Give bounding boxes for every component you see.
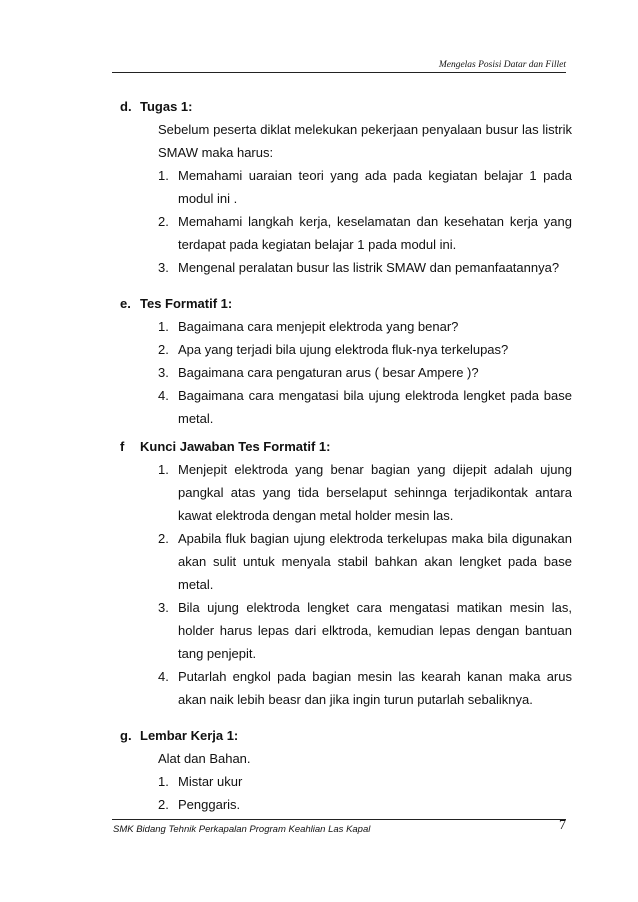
section-intro: Alat dan Bahan. — [158, 751, 251, 766]
item-number: 1. — [158, 168, 169, 183]
item-text: Apa yang terjadi bila ujung elektroda fluk-nya terkelupas? — [178, 342, 509, 357]
section-letter: f — [120, 439, 125, 454]
page-number: 7 — [559, 818, 566, 833]
list-item — [158, 338, 572, 361]
item-text: Penggaris. — [178, 797, 241, 812]
item-text: Bagaimana cara menjepit elektroda yang benar? — [178, 319, 459, 334]
section-title: Tes Formatif 1: — [140, 296, 233, 311]
list-item — [158, 770, 572, 793]
answer-list — [158, 458, 572, 711]
section-title: Kunci Jawaban Tes Formatif 1: — [140, 439, 331, 454]
item-number: 1. — [158, 319, 169, 334]
item-text: Menjepit elektroda yang benar bagian yang dijepit adalah ujung pangkal atas yang tida berselaput sehinnga terjadikontak antara kawat elektroda dengan metal holder mesin las. — [178, 462, 572, 523]
list-item — [158, 361, 572, 384]
item-text: Bagaimana cara mengatasi bila ujung elektroda lengket pada base metal. — [178, 388, 572, 426]
item-text: Memahami uaraian teori yang ada pada kegiatan belajar 1 pada modul ini . — [178, 168, 572, 206]
item-number: 3. — [158, 260, 169, 275]
section-title: Tugas 1: — [140, 99, 193, 114]
section-letter: g. — [120, 728, 132, 743]
document-body — [120, 96, 572, 830]
section-intro: Sebelum peserta diklat melekukan pekerjaan penyalaan busur las listrik SMAW maka harus: — [158, 122, 572, 160]
question-list — [158, 315, 572, 430]
list-item — [158, 527, 572, 596]
section-title: Lembar Kerja 1: — [140, 728, 239, 743]
list-item — [158, 256, 572, 279]
tool-list — [158, 770, 572, 816]
item-number: 2. — [158, 214, 169, 229]
item-text: Bila ujung elektroda lengket cara mengatasi matikan mesin las, holder harus lepas dari elktroda, kemudian lepas dengan bantuan tang penjepit. — [178, 600, 572, 661]
section-heading — [120, 96, 572, 118]
item-number: 2. — [158, 342, 169, 357]
list-item — [158, 793, 572, 816]
section-letter: d. — [120, 99, 132, 114]
item-number: 4. — [158, 669, 169, 684]
item-number: 3. — [158, 600, 169, 615]
section-heading — [120, 725, 572, 747]
item-number: 4. — [158, 388, 169, 403]
section-tes-formatif — [120, 293, 572, 430]
footer-divider — [112, 819, 566, 820]
section-lembar-kerja — [120, 725, 572, 816]
section-heading — [120, 436, 572, 458]
item-text: Mistar ukur — [178, 774, 243, 789]
task-list — [158, 164, 572, 279]
item-text: Apabila fluk bagian ujung elektroda terkelupas maka bila digunakan akan sulit untuk menyala stabil bahkan akan lengket pada base metal. — [178, 531, 572, 592]
section-letter: e. — [120, 296, 131, 311]
list-item — [158, 164, 572, 210]
item-text: Bagaimana cara pengaturan arus ( besar Ampere )? — [178, 365, 479, 380]
item-number: 2. — [158, 797, 169, 812]
footer-text: SMK Bidang Tehnik Perkapalan Program Keahlian Las Kapal — [113, 824, 371, 835]
section-kunci-jawaban — [120, 436, 572, 711]
item-number: 1. — [158, 774, 169, 789]
list-item — [158, 210, 572, 256]
list-item — [158, 458, 572, 527]
section-tugas — [120, 96, 572, 279]
header-divider — [112, 72, 566, 73]
list-item — [158, 315, 572, 338]
page-header-title: Mengelas Posisi Datar dan Fillet — [438, 60, 566, 70]
section-heading — [120, 293, 572, 315]
item-text: Mengenal peralatan busur las listrik SMAW dan pemanfaatannya? — [178, 260, 560, 275]
item-text: Putarlah engkol pada bagian mesin las kearah kanan maka arus akan naik lebih beasr dan jika ingin turun putarlah sebaliknya. — [178, 669, 572, 707]
item-number: 3. — [158, 365, 169, 380]
item-number: 1. — [158, 462, 169, 477]
list-item — [158, 384, 572, 430]
list-item — [158, 665, 572, 711]
item-text: Memahami langkah kerja, keselamatan dan kesehatan kerja yang terdapat pada kegiatan belajar 1 pada modul ini. — [178, 214, 572, 252]
list-item — [158, 596, 572, 665]
item-number: 2. — [158, 531, 169, 546]
